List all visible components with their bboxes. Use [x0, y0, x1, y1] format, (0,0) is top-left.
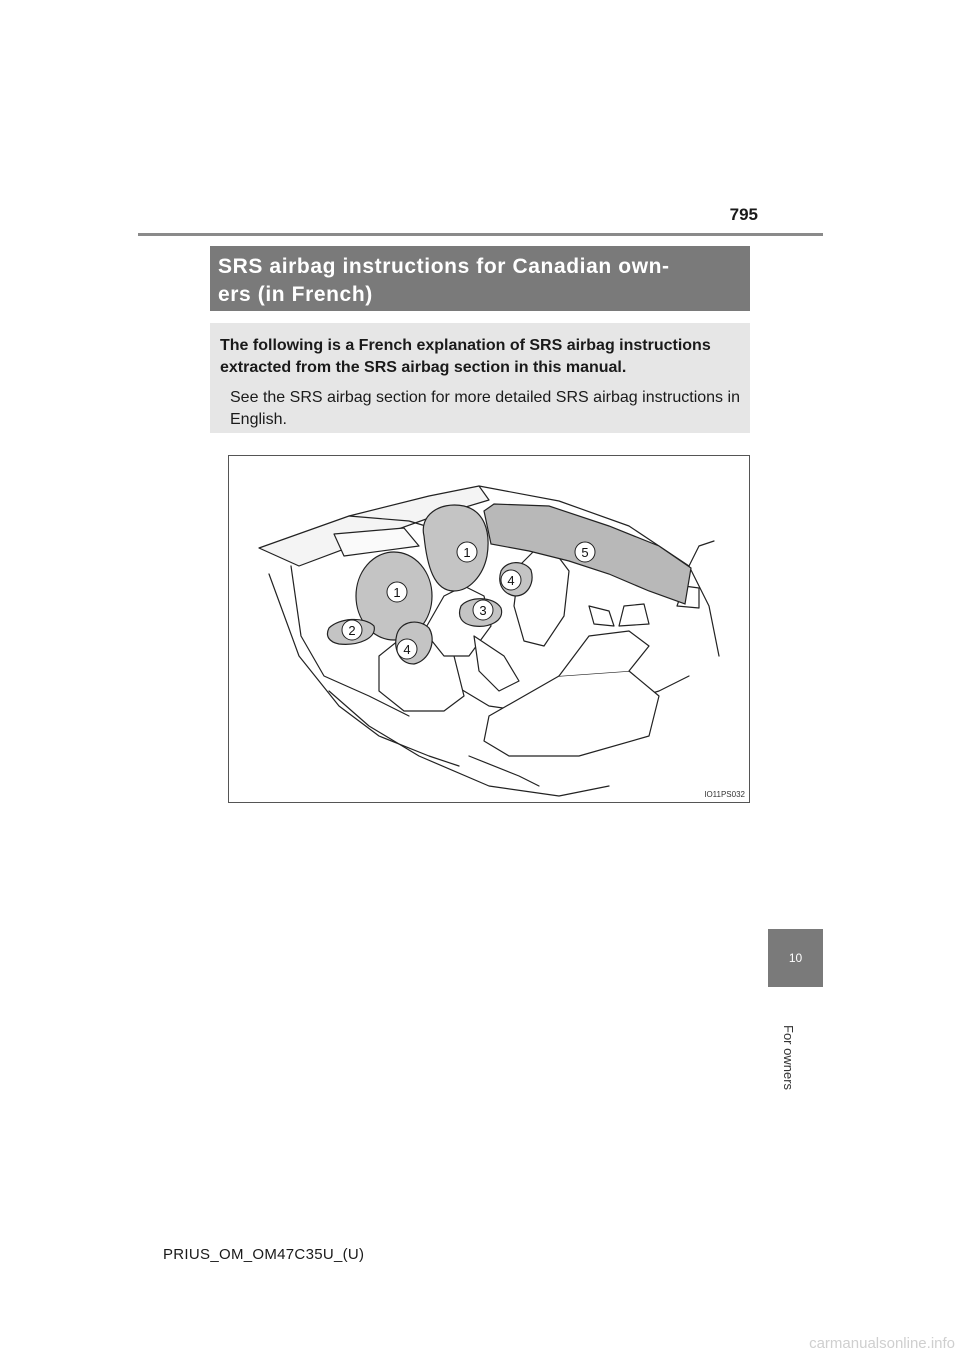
passenger-front-airbag: [423, 505, 488, 591]
chapter-label: For owners: [781, 1025, 796, 1091]
section-title-bar: [210, 246, 750, 311]
callout-1-lower: 1: [393, 585, 401, 600]
section-title-line-2: ers (in French): [218, 283, 373, 306]
section-title-line-1: SRS airbag instructions for Canadian own-: [218, 255, 670, 278]
callout-5: 5: [581, 545, 589, 560]
airbag-illustration: [228, 455, 750, 803]
document-id: PRIUS_OM_OM47C35U_(U): [163, 1246, 365, 1263]
callout-3: 3: [479, 603, 487, 618]
figure-code: IO11PS032: [704, 790, 745, 799]
callout-4-driver: 4: [403, 642, 411, 657]
callout-1-upper: 1: [463, 545, 471, 560]
info-lead-text: The following is a French explanation of SRS airbag instructions extracted from the SRS airbag section in this manual.: [220, 337, 711, 376]
header-rule: [138, 233, 823, 236]
watermark: carmanualsonline.info: [809, 1335, 955, 1352]
info-detail-text: See the SRS airbag section for more detailed SRS airbag instructions in English.: [230, 389, 740, 428]
car-interior-drawing: [229, 456, 749, 802]
page-number: 795: [729, 205, 758, 224]
info-box: [210, 323, 750, 433]
callout-4-passenger: 4: [507, 573, 515, 588]
callout-2: 2: [348, 623, 356, 638]
chapter-tab: 10: [768, 929, 823, 987]
section-title: [210, 246, 750, 309]
